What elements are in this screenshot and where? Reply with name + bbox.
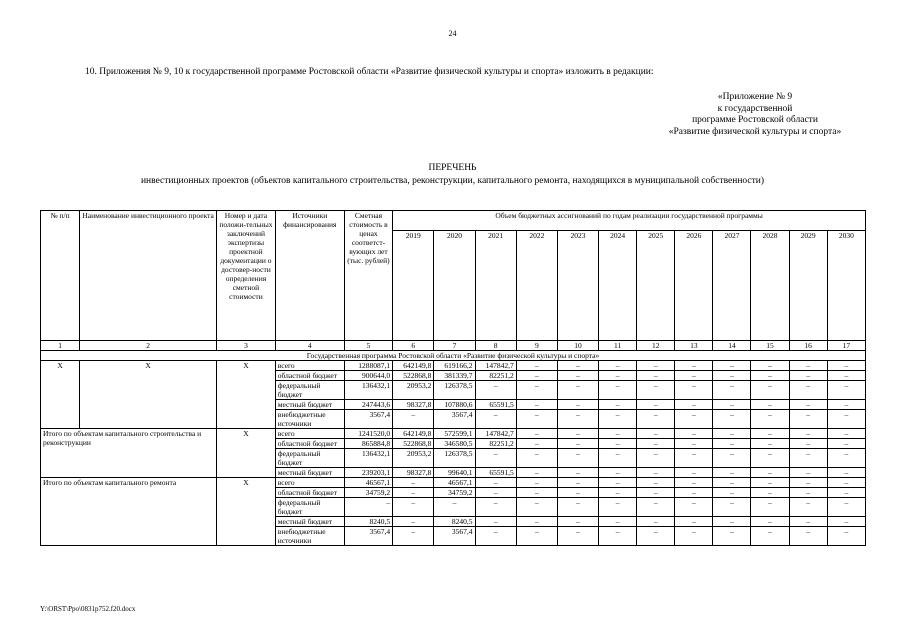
cell-year-value: –	[751, 410, 789, 429]
cell-year-value: –	[751, 517, 789, 527]
cell-year-value: –	[393, 488, 434, 498]
cell-year-value: –	[713, 410, 751, 429]
cell-cost: 247443,6	[344, 400, 392, 410]
cell-year-value: 126378,5	[434, 449, 475, 468]
cell-total-name: Итого по объектам капитального ремонта	[41, 478, 217, 546]
cell-year-value: –	[789, 527, 827, 546]
cell-year-value: –	[713, 381, 751, 400]
cell-cost: 1241520,0	[344, 429, 392, 439]
intro-paragraph: 10. Приложения № 9, 10 к государственной программе Ростовской области «Развитие физической культуры и спорта» изложить в редакции:	[85, 67, 654, 77]
cell-year-value: –	[475, 517, 516, 527]
column-number: 1	[41, 341, 80, 351]
cell-year-value: –	[557, 439, 598, 449]
cell-year-value: –	[713, 498, 751, 517]
column-number: 14	[713, 341, 751, 351]
cell-year-value: –	[599, 468, 637, 478]
cell-year-value: –	[599, 517, 637, 527]
cell-year-value: –	[599, 410, 637, 429]
cell-year-value: –	[557, 429, 598, 439]
cell-year-value: –	[516, 410, 557, 429]
cell-year-value: –	[789, 400, 827, 410]
cell-year-value: –	[637, 381, 675, 400]
cell-year-value: –	[599, 488, 637, 498]
cell-year-value: –	[475, 527, 516, 546]
cell-year-value: –	[516, 527, 557, 546]
table-row	[41, 429, 866, 439]
document-subtitle: инвестиционных проектов (объектов капитального строительства, реконструкции, капитального ремонта, находящихся в муниципальной собственности)	[140, 176, 765, 186]
column-number: 7	[434, 341, 475, 351]
cell-year-value: –	[557, 468, 598, 478]
cell-source: всего	[275, 429, 344, 439]
cell-year-value: –	[475, 410, 516, 429]
cell-year-value: –	[713, 400, 751, 410]
cell-source: областной бюджет	[275, 371, 344, 381]
cell-year-value: –	[637, 371, 675, 381]
cell-year-value: –	[789, 488, 827, 498]
cell-year-value: –	[827, 527, 865, 546]
cell-year-value: –	[434, 498, 475, 517]
cell-year-value: –	[637, 527, 675, 546]
cell-year-value: 98327,8	[393, 400, 434, 410]
cell-year-value: –	[827, 371, 865, 381]
cell-source: областной бюджет	[275, 439, 344, 449]
appendix-line: программе Ростовской области	[692, 115, 818, 125]
cell-year-value: –	[393, 410, 434, 429]
header-year: 2026	[675, 231, 713, 341]
cell-year-value: –	[516, 371, 557, 381]
header-year: 2021	[475, 231, 516, 341]
cell-year-value: –	[557, 371, 598, 381]
cell-cost: 3567,4	[344, 410, 392, 429]
cell-year-value: –	[475, 478, 516, 488]
cell-year-value: 147842,7	[475, 361, 516, 371]
cell-year-value: –	[516, 478, 557, 488]
header-year: 2025	[637, 231, 675, 341]
cell-year-value: –	[637, 488, 675, 498]
cell-year-value: 99640,1	[434, 468, 475, 478]
cell-year-value: –	[675, 517, 713, 527]
cell-year-value: 522868,8	[393, 439, 434, 449]
cell-year-value: –	[713, 439, 751, 449]
column-number: 10	[557, 341, 598, 351]
cell-year-value: –	[713, 361, 751, 371]
cell-expertise: Х	[217, 361, 276, 429]
cell-year-value: 82251,2	[475, 439, 516, 449]
cell-year-value: –	[713, 478, 751, 488]
cell-year-value: –	[713, 429, 751, 439]
cell-year-value: –	[599, 371, 637, 381]
cell-year-value: –	[516, 400, 557, 410]
header-year: 2029	[789, 231, 827, 341]
cell-year-value: –	[599, 449, 637, 468]
cell-year-value: –	[599, 429, 637, 439]
cell-source: внебюджетные источники	[275, 410, 344, 429]
cell-year-value: –	[557, 527, 598, 546]
cell-year-value: –	[675, 468, 713, 478]
cell-year-value: –	[675, 439, 713, 449]
cell-source: федеральный бюджет	[275, 381, 344, 400]
header-year: 2028	[751, 231, 789, 341]
cell-year-value: 126378,5	[434, 381, 475, 400]
header-sources: Источники финансирования	[275, 211, 344, 341]
cell-year-value: –	[827, 498, 865, 517]
cell-year-value: –	[516, 439, 557, 449]
column-number: 11	[599, 341, 637, 351]
column-number: 16	[789, 341, 827, 351]
cell-year-value: –	[675, 400, 713, 410]
cell-cost: 239203,1	[344, 468, 392, 478]
cell-year-value: –	[557, 517, 598, 527]
cell-year-value: –	[557, 478, 598, 488]
cell-year-value: 20953,2	[393, 449, 434, 468]
column-number: 9	[516, 341, 557, 351]
header-year: 2022	[516, 231, 557, 341]
cell-year-value: –	[751, 371, 789, 381]
page-number: 24	[448, 29, 457, 38]
column-number: 13	[675, 341, 713, 351]
table-row	[41, 478, 866, 488]
cell-year-value: –	[557, 449, 598, 468]
footer-file-path: Y:\ORST\Ppo\0831p752.f20.docx	[40, 605, 136, 613]
cell-year-value: 8240,5	[434, 517, 475, 527]
cell-year-value: –	[827, 381, 865, 400]
cell-year-value: –	[789, 498, 827, 517]
cell-year-value: –	[557, 488, 598, 498]
column-number: 17	[827, 341, 865, 351]
cell-project-name: Х	[80, 361, 217, 429]
cell-year-value: –	[827, 468, 865, 478]
header-year: 2023	[557, 231, 598, 341]
cell-year-value: –	[557, 381, 598, 400]
cell-year-value: –	[827, 488, 865, 498]
cell-year-value: 381339,7	[434, 371, 475, 381]
cell-year-value: 642149,8	[393, 429, 434, 439]
cell-year-value: –	[675, 361, 713, 371]
column-number: 3	[217, 341, 276, 351]
cell-year-value: –	[599, 478, 637, 488]
cell-cost: 46567,1	[344, 478, 392, 488]
cell-year-value: –	[637, 498, 675, 517]
cell-year-value: –	[599, 381, 637, 400]
cell-year-value: 346580,5	[434, 439, 475, 449]
cell-year-value: –	[789, 371, 827, 381]
cell-year-value: –	[675, 371, 713, 381]
cell-year-value: –	[713, 468, 751, 478]
cell-year-value: –	[637, 468, 675, 478]
header-year: 2027	[713, 231, 751, 341]
cell-year-value: –	[675, 498, 713, 517]
cell-year-value: –	[789, 478, 827, 488]
column-number: 5	[344, 341, 392, 351]
cell-cost: –	[344, 498, 392, 517]
cell-year-value: –	[599, 527, 637, 546]
cell-year-value: –	[557, 361, 598, 371]
table-row	[41, 361, 866, 371]
cell-year-value: –	[475, 381, 516, 400]
cell-year-value: 107880,6	[434, 400, 475, 410]
cell-year-value: –	[675, 527, 713, 546]
cell-year-value: –	[516, 381, 557, 400]
cell-year-value: –	[599, 361, 637, 371]
cell-year-value: –	[516, 488, 557, 498]
column-number: 8	[475, 341, 516, 351]
cell-year-value: –	[516, 517, 557, 527]
cell-year-value: –	[713, 449, 751, 468]
cell-year-value: 20953,2	[393, 381, 434, 400]
cell-cost: 865884,8	[344, 439, 392, 449]
cell-year-value: 65591,5	[475, 400, 516, 410]
cell-year-value: –	[827, 429, 865, 439]
cell-source: местный бюджет	[275, 517, 344, 527]
cell-year-value: –	[751, 361, 789, 371]
appendix-line: к государственной	[717, 103, 793, 114]
cell-year-value: –	[516, 429, 557, 439]
cell-year-value: –	[789, 517, 827, 527]
cell-year-value: –	[637, 429, 675, 439]
cell-year-value: –	[393, 527, 434, 546]
cell-year-value: –	[675, 410, 713, 429]
cell-year-value: –	[393, 498, 434, 517]
cell-year-value: –	[789, 439, 827, 449]
cell-year-value: 65591,5	[475, 468, 516, 478]
cell-year-value: –	[393, 517, 434, 527]
cell-total-name: Итого по объектам капитального строительства и реконструкции	[41, 429, 217, 478]
cell-year-value: –	[751, 478, 789, 488]
cell-year-value: –	[827, 478, 865, 488]
cell-year-value: –	[751, 527, 789, 546]
cell-year-value: –	[675, 488, 713, 498]
cell-year-value: –	[637, 410, 675, 429]
column-number: 2	[80, 341, 217, 351]
cell-year-value: –	[713, 517, 751, 527]
cell-cost: 136432,1	[344, 381, 392, 400]
cell-year-value: –	[751, 400, 789, 410]
cell-year-value: –	[827, 439, 865, 449]
cell-year-value: –	[516, 468, 557, 478]
cell-year-value: –	[637, 449, 675, 468]
document-title: ПЕРЕЧЕНЬ	[428, 163, 477, 173]
cell-source: федеральный бюджет	[275, 449, 344, 468]
cell-year-value: 3567,4	[434, 410, 475, 429]
cell-year-value: 522868,8	[393, 371, 434, 381]
cell-year-value: –	[637, 361, 675, 371]
cell-year-value: 34759,2	[434, 488, 475, 498]
cell-year-value: –	[751, 381, 789, 400]
cell-year-value: –	[637, 517, 675, 527]
cell-year-value: –	[599, 400, 637, 410]
cell-year-value: –	[789, 449, 827, 468]
appendix-heading	[600, 92, 905, 138]
cell-year-value: –	[637, 400, 675, 410]
cell-year-value: –	[827, 361, 865, 371]
cell-year-value: 147842,7	[475, 429, 516, 439]
cell-year-value: –	[675, 449, 713, 468]
cell-year-value: 82251,2	[475, 371, 516, 381]
cell-year-value: –	[516, 498, 557, 517]
appendix-line: «Развитие физической культуры и спорта»	[668, 126, 842, 137]
cell-year-value: –	[751, 498, 789, 517]
cell-year-value: –	[557, 410, 598, 429]
cell-year-value: –	[713, 527, 751, 546]
cell-source: внебюджетные источники	[275, 527, 344, 546]
header-cost: Сметная стоимость в ценах соответст-вующих лет (тыс. рублей)	[344, 211, 392, 341]
column-number: 15	[751, 341, 789, 351]
cell-year-value: –	[751, 429, 789, 439]
header-year: 2024	[599, 231, 637, 341]
header-num: № п/п	[41, 211, 80, 341]
cell-year-value: –	[827, 449, 865, 468]
program-row: Государственная программа Ростовской области «Развитие физической культуры и спорта»	[41, 351, 866, 361]
cell-year-value: –	[516, 361, 557, 371]
cell-year-value: –	[751, 468, 789, 478]
investment-projects-table	[40, 210, 866, 546]
cell-year-value: –	[751, 439, 789, 449]
cell-year-value: –	[599, 498, 637, 517]
cell-year-value: –	[789, 429, 827, 439]
cell-year-value: –	[789, 410, 827, 429]
cell-year-value: –	[827, 410, 865, 429]
cell-source: всего	[275, 361, 344, 371]
cell-year-value: –	[475, 449, 516, 468]
cell-cost: 34759,2	[344, 488, 392, 498]
cell-year-value: –	[675, 429, 713, 439]
cell-year-value: –	[475, 498, 516, 517]
cell-source: федеральный бюджет	[275, 498, 344, 517]
header-year: 2030	[827, 231, 865, 341]
cell-expertise: Х	[217, 429, 276, 478]
cell-year-value: –	[789, 381, 827, 400]
cell-cost: 136432,1	[344, 449, 392, 468]
cell-year-value: –	[557, 400, 598, 410]
cell-cost: 900644,0	[344, 371, 392, 381]
cell-year-value: –	[675, 381, 713, 400]
cell-year-value: –	[675, 478, 713, 488]
cell-year-value: –	[393, 478, 434, 488]
cell-year-value: –	[789, 468, 827, 478]
cell-year-value: –	[637, 478, 675, 488]
cell-year-value: 3567,4	[434, 527, 475, 546]
cell-source: областной бюджет	[275, 488, 344, 498]
cell-year-value: 642149,8	[393, 361, 434, 371]
cell-expertise: Х	[217, 478, 276, 546]
cell-year-value: –	[789, 361, 827, 371]
cell-num: Х	[41, 361, 80, 429]
cell-year-value: –	[599, 439, 637, 449]
header-expertise: Номер и дата положи-тельных заключений экспертизы проектной документации о достовер-ности определения сметной стоимости	[217, 211, 276, 341]
cell-cost: 3567,4	[344, 527, 392, 546]
cell-cost: 1288087,1	[344, 361, 392, 371]
cell-year-value: –	[516, 449, 557, 468]
header-volume: Объем бюджетных ассигнований по годам реализации государственной программы	[393, 211, 866, 231]
cell-year-value: 46567,1	[434, 478, 475, 488]
cell-year-value: –	[827, 400, 865, 410]
cell-year-value: –	[751, 449, 789, 468]
column-number: 6	[393, 341, 434, 351]
cell-year-value: –	[713, 488, 751, 498]
cell-year-value: –	[557, 498, 598, 517]
header-project-name: Наименование инвестиционного проекта	[80, 211, 217, 341]
cell-year-value: –	[751, 488, 789, 498]
cell-cost: 8240,5	[344, 517, 392, 527]
cell-year-value: 572599,1	[434, 429, 475, 439]
column-number: 12	[637, 341, 675, 351]
cell-year-value: –	[713, 371, 751, 381]
cell-year-value: –	[475, 488, 516, 498]
cell-year-value: 98327,8	[393, 468, 434, 478]
appendix-line: «Приложение № 9	[717, 92, 793, 102]
cell-source: всего	[275, 478, 344, 488]
header-year: 2019	[393, 231, 434, 341]
cell-year-value: –	[637, 439, 675, 449]
cell-year-value: 619166,2	[434, 361, 475, 371]
header-year: 2020	[434, 231, 475, 341]
cell-year-value: –	[827, 517, 865, 527]
cell-source: местный бюджет	[275, 468, 344, 478]
cell-source: местный бюджет	[275, 400, 344, 410]
column-number: 4	[275, 341, 344, 351]
